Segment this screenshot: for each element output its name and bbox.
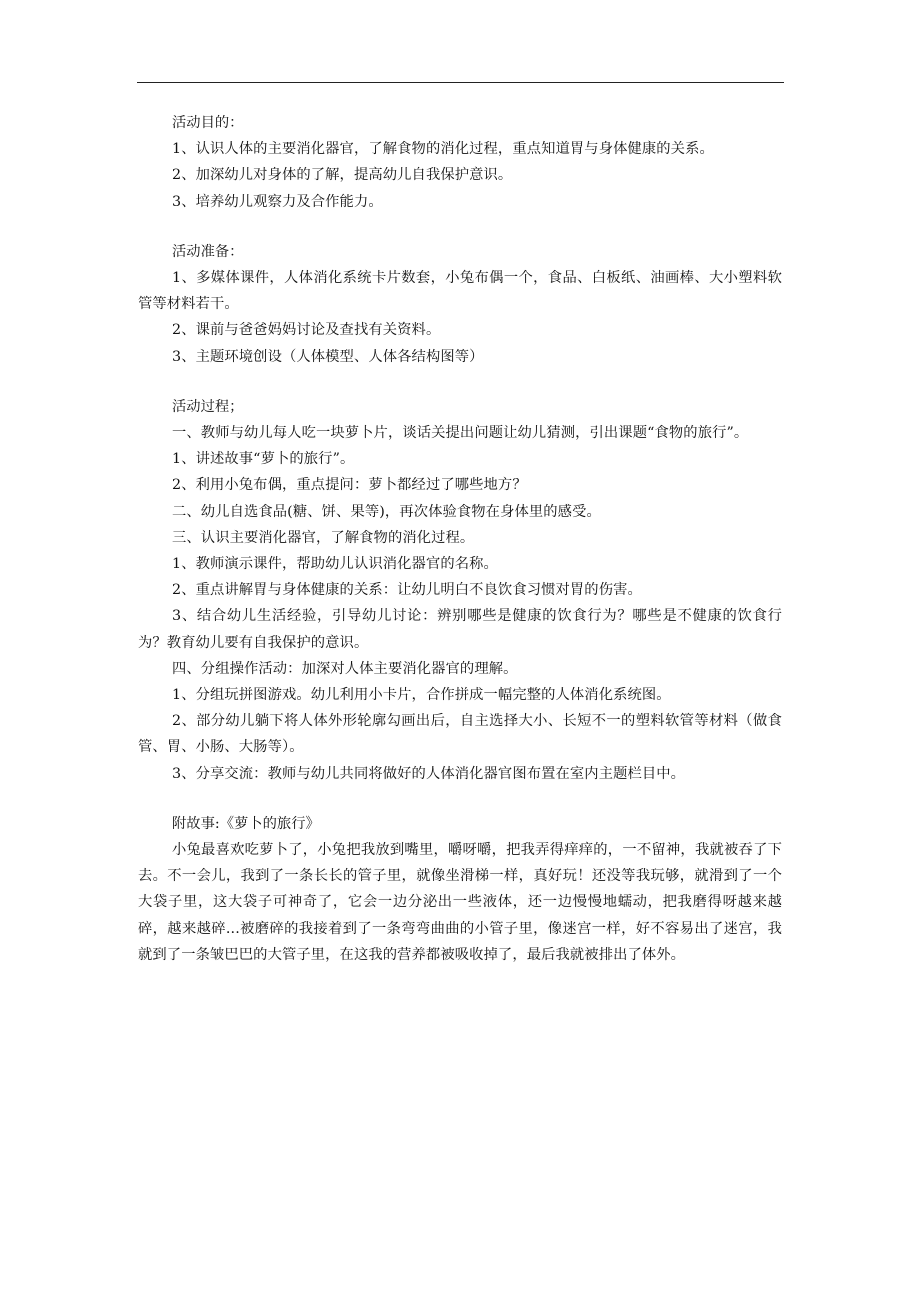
header-rule (137, 82, 784, 83)
process-item: 四、分组操作活动：加深对人体主要消化器官的理解。 (172, 660, 518, 677)
goals-item: 3、培养幼儿观察力及合作能力。 (172, 193, 383, 210)
process-item: 一、教师与幼儿每人吃一块萝卜片，谈话关提出问题让幼儿猜测，引出课题“食物的旅行”。 (172, 425, 749, 442)
story-body: 小兔最喜欢吃萝卜了，小兔把我放到嘴里，嚼呀嚼，把我弄得痒痒的，一不留神，我就被吞了下去。不一会儿，我到了一条长长的管子里，就像坐滑梯一样，真好玩！还没等我玩够，就滑到了一个大袋子里，这大袋子可神奇了，它会一边分泌出一些液体，还一边慢慢地蠕动，把我磨得呀越来越碎，越来越碎...被磨碎的我接着到了一条弯弯曲曲的小管子里，像迷宫一样，好不容易出了迷宫，我就到了一条皱巴巴的大管子里，在这我的营养都被吸收掉了，最后我就被排出了体外。 (138, 842, 782, 963)
process-item: 3、分享交流：教师与幼儿共同将做好的人体消化器官图布置在室内主题栏目中。 (172, 765, 686, 782)
process-item: 1、教师演示课件，帮助幼儿认识消化器官的名称。 (172, 556, 498, 573)
prep-item: 2、课前与爸爸妈妈讨论及查找有关资料。 (172, 322, 441, 339)
process-item: 1、讲述故事“萝卜的旅行”。 (172, 451, 355, 468)
process-item: 2、重点讲解胃与身体健康的关系：让幼儿明白不良饮食习惯对胃的伤害。 (172, 582, 642, 599)
process-item: 二、幼儿自选食品(糖、饼、果等)，再次体验食物在身体里的感受。 (172, 503, 601, 520)
section-process (138, 394, 782, 787)
section-goals (138, 110, 782, 215)
process-item: 2、利用小兔布偶，重点提问：萝卜都经过了哪些地方？ (172, 477, 527, 494)
process-item: 2、部分幼儿躺下将人体外形轮廓勾画出后，自主选择大小、长短不一的塑料软管等材料（做食管、胃、小肠、大肠等）。 (138, 713, 782, 756)
process-item: 3、结合幼儿生活经验，引导幼儿讨论：辨别哪些是健康的饮食行为？哪些是不健康的饮食行为？教育幼儿要有自我保护的意识。 (138, 608, 782, 651)
section-story (138, 811, 782, 968)
process-item: 三、认识主要消化器官，了解食物的消化过程。 (172, 529, 475, 546)
process-item: 1、分组玩拼图游戏。幼儿利用小卡片，合作拼成一幅完整的人体消化系统图。 (172, 687, 671, 704)
section-prep (138, 239, 782, 370)
prep-item: 1、多媒体课件，人体消化系统卡片数套，小兔布偶一个，食品、白板纸、油画棒、大小塑料软管等材料若干。 (138, 270, 782, 313)
goals-heading: 活动目的： (172, 115, 244, 131)
prep-heading: 活动准备： (172, 243, 244, 260)
document-body (138, 110, 782, 992)
goals-item: 2、加深幼儿对身体的了解，提高幼儿自我保护意识。 (172, 167, 513, 184)
story-heading: 附故事:《萝卜的旅行》 (172, 815, 320, 832)
goals-item: 1、认识人体的主要消化器官，了解食物的消化过程，重点知道胃与身体健康的关系。 (172, 141, 714, 158)
prep-item: 3、主题环境创设（人体模型、人体各结构图等） (172, 348, 484, 365)
process-heading: 活动过程； (172, 398, 244, 415)
